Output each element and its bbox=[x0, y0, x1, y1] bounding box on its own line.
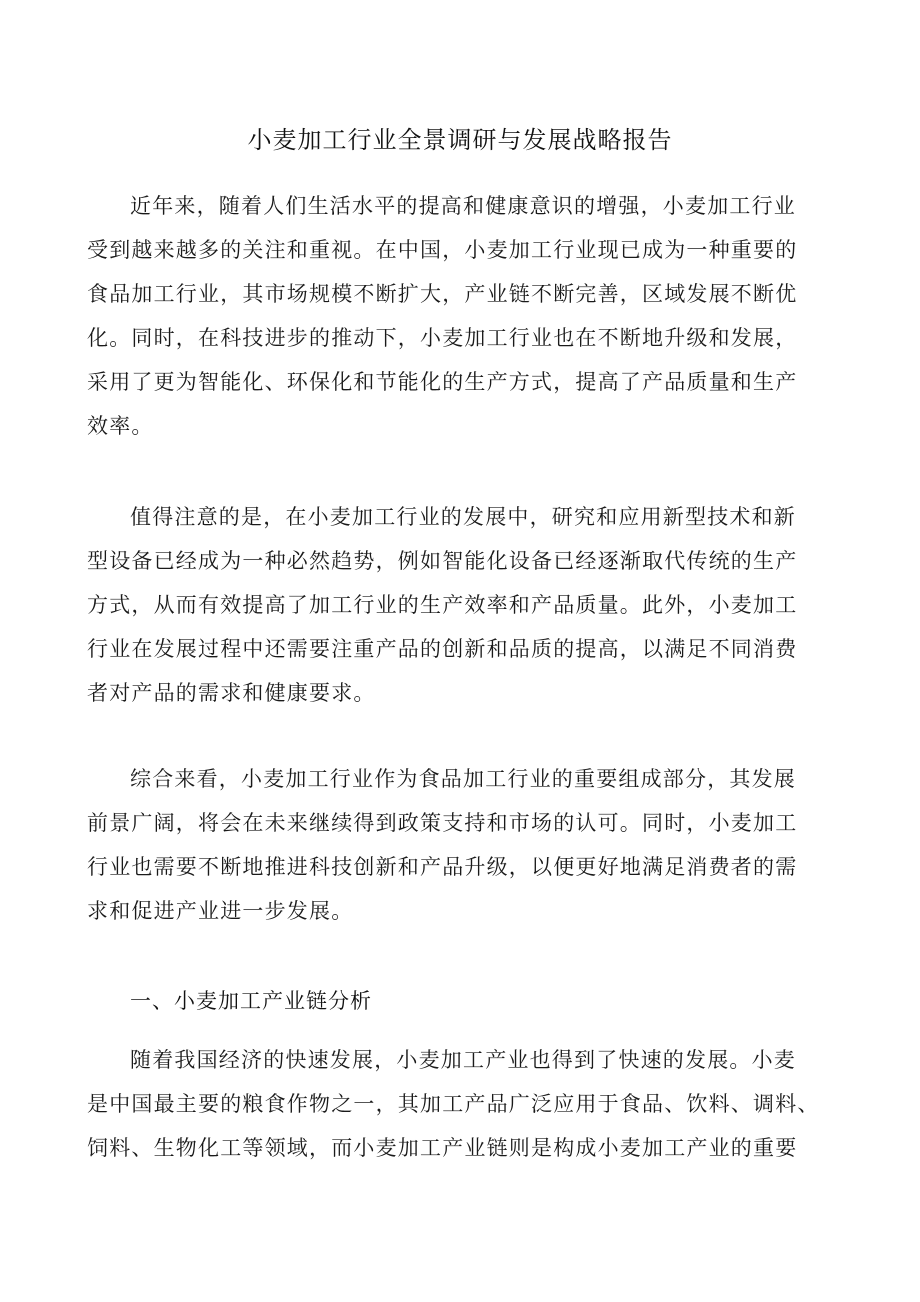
paragraph-line: 受到越来越多的关注和重视。在中国，小麦加工行业现已成为一种重要的 bbox=[87, 238, 798, 262]
paragraph-line: 前景广阔，将会在未来继续得到政策支持和市场的认可。同时，小麦加工 bbox=[87, 811, 798, 835]
document-title: 小麦加工行业全景调研与发展战略报告 bbox=[247, 126, 673, 154]
paragraph-industry-chain bbox=[87, 1038, 847, 1170]
paragraph-line: 饲料、生物化工等领域，而小麦加工产业链则是构成小麦加工产业的重要 bbox=[87, 1136, 798, 1160]
paragraph-summary bbox=[87, 757, 847, 933]
paragraph-line: 化。同时，在科技进步的推动下，小麦加工行业也在不断地升级和发展， bbox=[87, 326, 798, 350]
paragraph-line: 者对产品的需求和健康要求。 bbox=[87, 681, 376, 705]
section-heading: 一、小麦加工产业链分析 bbox=[130, 989, 372, 1013]
paragraph-line: 是中国最主要的粮食作物之一，其加工产品广泛应用于食品、饮料、调料、 bbox=[87, 1092, 820, 1116]
paragraph-line: 近年来，随着人们生活水平的提高和健康意识的增强，小麦加工行业 bbox=[130, 194, 796, 218]
paragraph-line: 行业也需要不断地推进科技创新和产品升级，以便更好地满足消费者的需 bbox=[87, 855, 798, 879]
paragraph-line: 随着我国经济的快速发展，小麦加工产业也得到了快速的发展。小麦 bbox=[130, 1048, 796, 1072]
paragraph-line: 采用了更为智能化、环保化和节能化的生产方式，提高了产品质量和生产 bbox=[87, 370, 798, 394]
paragraph-line: 效率。 bbox=[87, 414, 154, 438]
paragraph-line: 求和促进产业进一步发展。 bbox=[87, 899, 354, 923]
paragraph-line: 值得注意的是，在小麦加工行业的发展中，研究和应用新型技术和新 bbox=[130, 505, 796, 529]
paragraph-line: 综合来看，小麦加工行业作为食品加工行业的重要组成部分，其发展 bbox=[130, 767, 796, 791]
paragraph-line: 行业在发展过程中还需要注重产品的创新和品质的提高，以满足不同消费 bbox=[87, 637, 798, 661]
paragraph-line: 食品加工行业，其市场规模不断扩大，产业链不断完善，区域发展不断优 bbox=[87, 282, 798, 306]
paragraph-line: 型设备已经成为一种必然趋势，例如智能化设备已经逐渐取代传统的生产 bbox=[87, 549, 798, 573]
paragraph-intro bbox=[87, 184, 847, 448]
paragraph-line: 方式，从而有效提高了加工行业的生产效率和产品质量。此外，小麦加工 bbox=[87, 593, 798, 617]
paragraph-technology bbox=[87, 495, 847, 715]
